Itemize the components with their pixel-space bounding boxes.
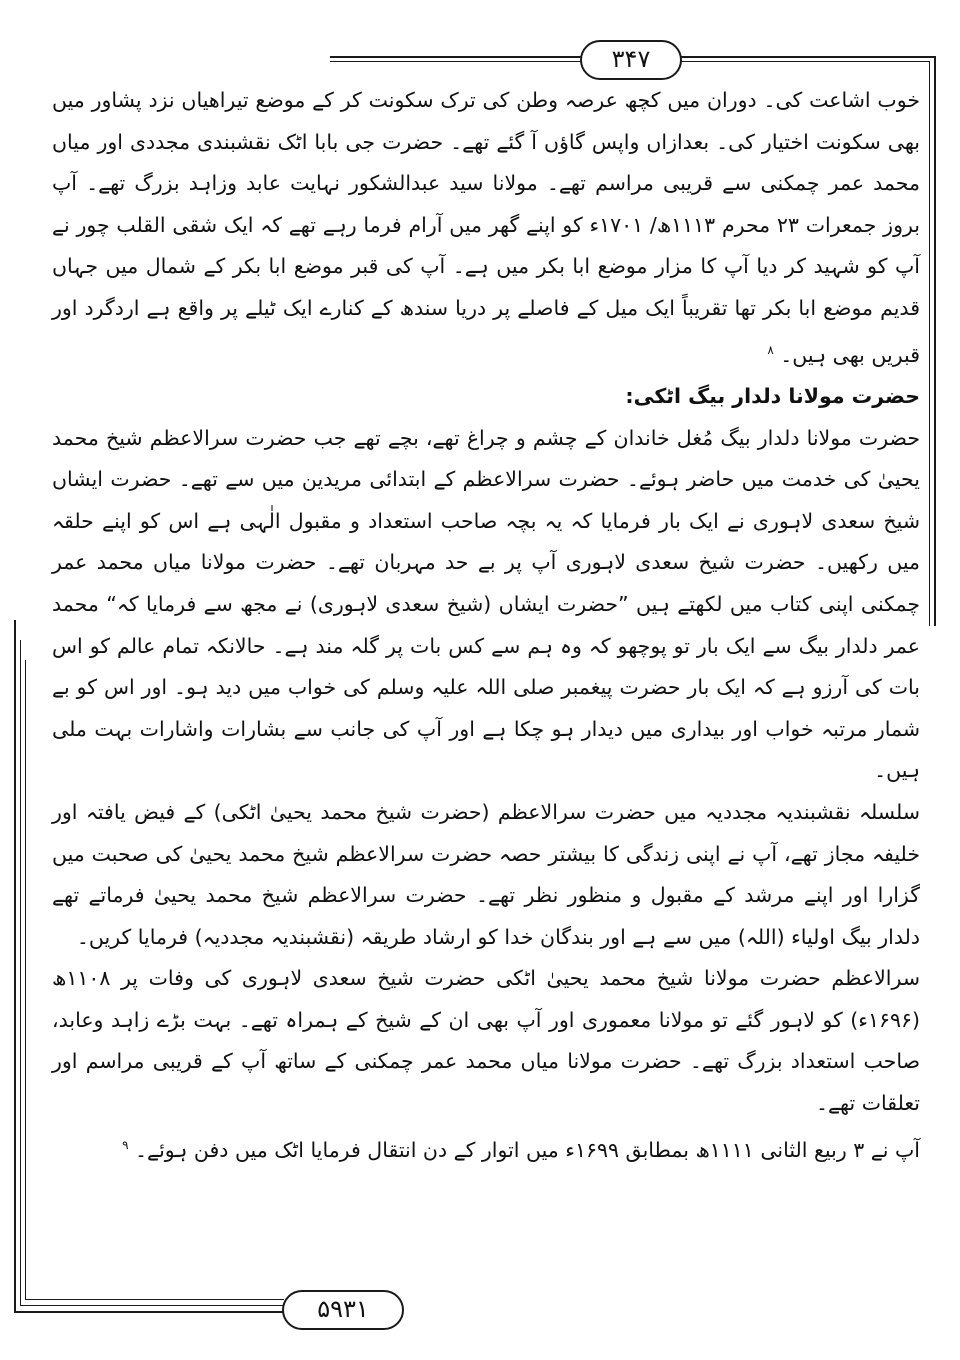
frame-right-line-inner [929, 61, 930, 626]
paragraph-5: آپ نے ۳ ربیع الثانی ۱۱۱۱ھ بمطابق ۱۶۹۹ء میں اتوار کے دن انتقال فرمایا اٹک میں دفن ہوئے۔ $^۹$ [122, 1137, 920, 1162]
footnote-marker-9: ۹ [122, 1137, 129, 1152]
urdu-text-block [52, 80, 920, 1171]
frame-bottom-line [14, 1311, 284, 1313]
paragraph-4: سرالاعظم حضرت مولانا شیخ محمد یحییٰ اٹکی حضرت شیخ سعدی لاہوری کی وفات پر ۱۱۰۸ھ (۱۶۹۶ء) کو لاہور گئے تو مولانا معموری اور آپ بھی ان کے شیخ کے ہمراہ تھے۔ بہت بڑے زاہد وعابد، صاحب استعداد بزرگ تھے۔ حضرت مولانا میاں محمد عمر چمکنی کے ساتھ آپ کے قریبی مراسم اور تعلقات تھے۔ [52, 966, 920, 1116]
section-heading: حضرت مولانا دلدار بیگ اٹکی: [625, 383, 920, 408]
paragraph-1: خوب اشاعت کی۔ دوران میں کچھ عرصہ وطن کی ترک سکونت کر کے موضع تیراھیاں نزد پشاور میں بھی سکونت اختیار کی۔ بعدازاں واپس گاؤں آ گئے تھے۔ حضرت جی بابا اٹک نقشبندی مجددی اور میاں محمد عمر چمکنی سے قریبی مراسم تھے۔ مولانا سید عبدالشکور نہایت عابد وزاہد بزرگ تھے۔ آپ بروز جمعرات ۲۳ محرم ۱۱۱۳ھ/ ۱۷۰۱ء کو اپنے گھر میں آرام فرما رہے تھے کہ ایک شقی القلب چور نے آپ کو شہید کر دیا آپ کا مزار موضع ابا بکر میں ہے۔ آپ کی قبر موضع ابا بکر کے شمال میں جہاں قدیم موضع ابا بکر تھا تقریباً ایک میل کے فاصلے پر دریا سندھ کے کنارے ایک ٹیلے پر واقع ہے اردگرد اور قبریں بھی ہیں۔ $^۸$ [52, 88, 920, 367]
frame-left-line-inner [20, 640, 21, 1306]
paragraph-2: حضرت مولانا دلدار بیگ مُغل خاندان کے چشم و چراغ تھے، بچے تھے جب حضرت سرالاعظم شیخ محمد یحییٰ کی خدمت میں حاضر ہوئے۔ حضرت سرالاعظم کے ابتدائی مریدین میں سے تھے۔ حضرت ایشاں شیخ سعدی لاہوری نے ایک بار فرمایا کہ یہ بچہ صاحب استعداد و مقبول الٰہی ہے اس کو اپنے حلقہ میں رکھیں۔ حضرت شیخ سعدی لاہوری آپ پر بے حد مہربان تھے۔ حضرت مولانا میاں محمد عمر چمکنی اپنی کتاب میں لکھتے ہیں ”حضرت ایشاں (شیخ سعدی لاہوری) نے مجھ سے فرمایا کہ“ محمد عمر دلدار بیگ سے ایک بار تو پوچھو کہ وہ ہم سے کس بات پر گلہ مند ہے۔ حالانکہ تمام عالم کو اس بات کی آرزو ہے کہ ایک بار حضرت پیغمبر صلی اللہ علیہ وسلم کی خواب میں دید ہو۔ اور اس کو بے شمار مرتبہ خواب اور بیداری میں دیدار ہو چکا ہے اور آپ کی جانب سے بشارات واشارات بہت ملی ہیں۔ [52, 425, 920, 783]
frame-left-line [14, 620, 16, 1312]
paragraph-3: سلسلہ نقشبندیہ مجددیہ میں حضرت سرالاعظم (حضرت شیخ محمد یحییٰ اٹکی) کے فیض یافتہ اور خلیفہ مجاز تھے، آپ نے اپنی زندگی کا بیشتر حصہ حضرت سرالاعظم شیخ محمد یحییٰ کی صحبت میں گزارا اور اپنے مرشد کے مقبول و منظور نظر تھے۔ حضرت سرالاعظم شیخ محمد یحییٰ فرماتے تھے دلدار بیگ اولیاء (اللہ) میں سے ہے اور بندگان خدا کو ارشاد طریقہ (نقشبندیہ مجددیہ) فرمایا کریں۔ [52, 799, 920, 949]
frame-bottom-line-inner [20, 1305, 284, 1306]
page-number-top: ۳۴۷ [580, 40, 682, 80]
footnote-marker-8: ۸ [767, 342, 774, 357]
frame-right-line [934, 56, 936, 626]
frame-bottom-line-inner2 [25, 1299, 284, 1300]
page-number-bottom: ۵۹۳۱ [282, 1290, 404, 1330]
frame-left-line-inner2 [25, 660, 26, 1300]
